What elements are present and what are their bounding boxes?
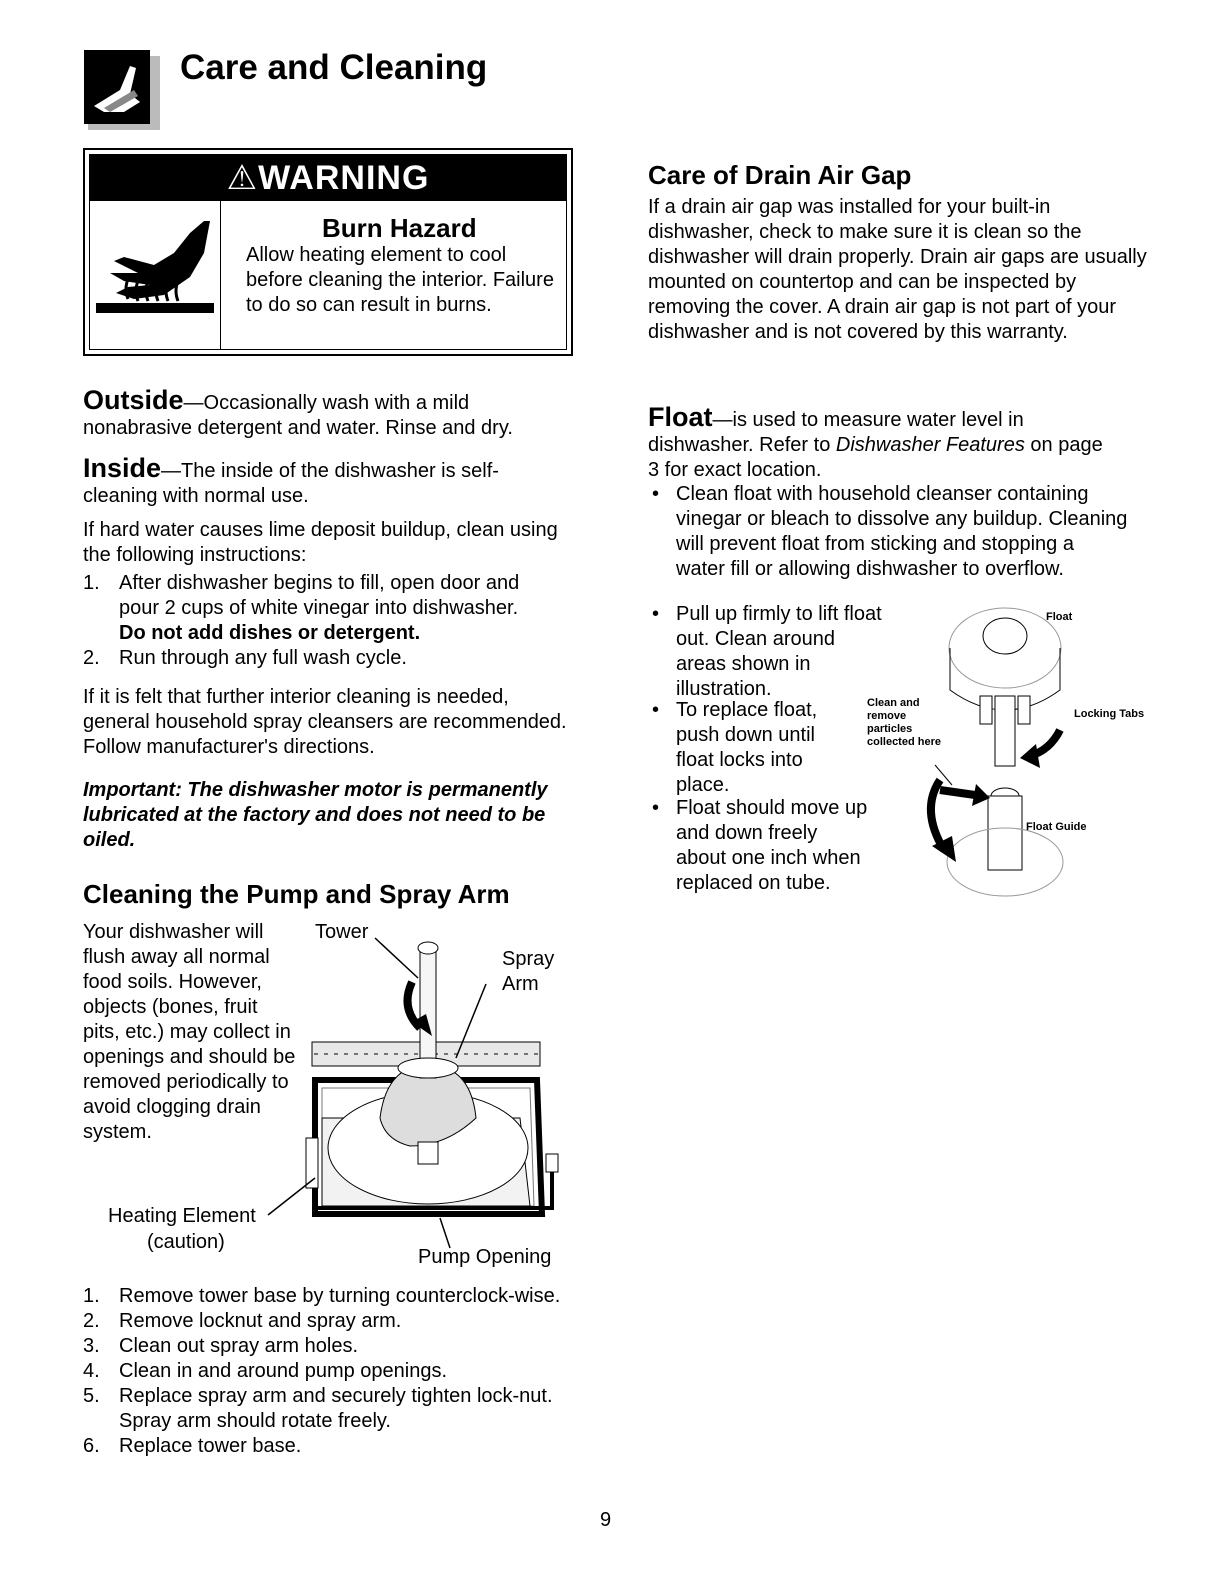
float-paragraph: Float—is used to measure water level in dishwasher. Refer to Dishwasher Features on page 3 for exact location. xyxy=(648,402,1103,481)
hardwater-intro: If hard water causes lime deposit buildup, clean using the following instructions: xyxy=(83,519,558,566)
float-label: Float xyxy=(1046,611,1073,623)
pump-heading: Cleaning the Pump and Spray Arm xyxy=(83,879,510,909)
vinegar-steps xyxy=(83,571,563,671)
float-bullet-2 xyxy=(648,602,883,702)
airgap-paragraph: If a drain air gap was installed for your built-in dishwasher, check to make sure it is clean so the dishwasher will drain properly. Drain air gaps are usually mounted on countertop and can be inspected by removing the cover. A drain air gap is not part of your dishwasher and is not covered by this warranty. xyxy=(648,196,1147,343)
float-bullet-3 xyxy=(648,698,848,798)
list-item: 2. Remove locknut and spray arm. xyxy=(83,1310,402,1332)
airgap-heading: Care of Drain Air Gap xyxy=(648,160,912,190)
section-icon xyxy=(84,50,166,130)
further-cleaning-paragraph: If it is felt that further interior cleaning is needed, general household spray cleansers are recommended. Follow manufacturer's directions. xyxy=(83,686,567,758)
warning-text: Allow heating element to cool before cleaning the interior. Failure to do so can result in burns. xyxy=(246,244,554,316)
float-diagram-illustration xyxy=(900,600,1090,910)
caution-label: (caution) xyxy=(147,1231,225,1253)
list-item: • Float should move up and down freely about one inch when replaced on tube. xyxy=(652,797,868,894)
page-number: 9 xyxy=(600,1509,612,1531)
heating-element-label: Heating Element xyxy=(108,1205,256,1227)
collected-here-label: collected here xyxy=(867,736,941,748)
tower-label: Tower xyxy=(315,921,369,943)
warning-banner: ⚠WARNING xyxy=(90,155,566,201)
page-title: Care and Cleaning xyxy=(180,48,488,87)
list-item: • Pull up firmly to lift float out. Clean around areas shown in illustration. xyxy=(652,603,882,700)
inside-paragraph: Inside—The inside of the dishwasher is self-cleaning with normal use. xyxy=(83,453,499,507)
particles-label: particles xyxy=(867,723,913,735)
burn-hazard-hand-icon xyxy=(94,217,218,327)
list-item: 1. After dishwasher begins to fill, open door and pour 2 cups of white vinegar into dishwasher. Do not add dishes or detergent. xyxy=(83,572,520,644)
clean-and-label: Clean and xyxy=(867,697,920,709)
float-bullet-1 xyxy=(648,482,1128,582)
outside-paragraph: Outside—Occasionally wash with a mild nonabrasive detergent and water. Rinse and dry. xyxy=(83,385,513,439)
important-note: Important: The dishwasher motor is permanently lubricated at the factory and does not need to be oiled. xyxy=(83,779,548,851)
float-bullet-4 xyxy=(648,796,868,896)
list-item: 2. Run through any full wash cycle. xyxy=(83,647,407,669)
pump-intro: Your dishwasher will flush away all normal food soils. However, objects (bones, fruit pits, etc.) may collect in openings and should be removed periodically to avoid clogging drain system. xyxy=(83,921,296,1143)
list-item: 1. Remove tower base by turning counterclock-wise. xyxy=(83,1285,561,1307)
warning-box xyxy=(83,148,573,356)
spray-arm-label: Spray Arm xyxy=(502,948,555,995)
warning-triangle-icon: ⚠ xyxy=(226,159,259,197)
list-item: • Clean float with household cleanser containing vinegar or bleach to dissolve any buildup. Cleaning will prevent float from sticking and stopping a water fill or allowing dishwasher to overflow. xyxy=(652,483,1128,580)
float-diagram xyxy=(900,600,1090,910)
list-item: 6. Replace tower base. xyxy=(83,1435,302,1457)
float-guide-label: Float Guide xyxy=(1026,821,1087,833)
list-item: 4. Clean in and around pump openings. xyxy=(83,1360,448,1382)
warning-divider xyxy=(220,201,221,349)
warning-heading: Burn Hazard xyxy=(322,213,477,243)
locking-tabs-label: Locking Tabs xyxy=(1074,708,1145,720)
list-item: 3. Clean out spray arm holes. xyxy=(83,1335,359,1357)
pump-steps xyxy=(83,1284,563,1459)
list-item: 5. Replace spray arm and securely tighten lock-nut. Spray arm should rotate freely. xyxy=(83,1385,553,1432)
list-item: • To replace float, push down until float locks into place. xyxy=(652,699,818,796)
pump-opening-label: Pump Opening xyxy=(418,1246,552,1268)
remove-label: remove xyxy=(867,710,907,722)
